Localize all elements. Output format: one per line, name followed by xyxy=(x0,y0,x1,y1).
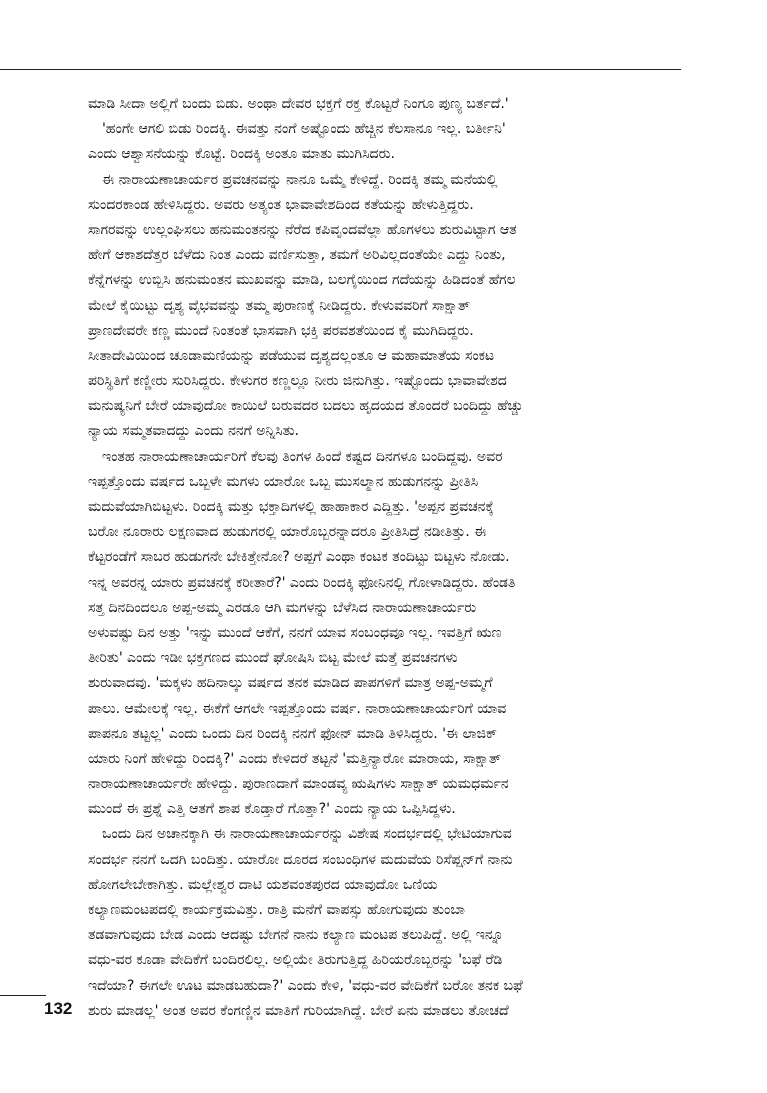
text-line: ಹೇಗೆ ಆಕಾಶದೆತ್ತರ ಬೆಳೆದು ನಿಂತ ಎಂದು ವರ್ಣಿಸುತ್ತಾ, ತಮಗೆ ಅರಿವಿಲ್ಲದಂತೆಯೇ ಎದ್ದು ನಿಂತು, xyxy=(88,247,506,264)
text-line: ಬರೋ ನೂರಾರು ಲಕ್ಷಣವಾದ ಹುಡುಗರಲ್ಲಿ ಯಾರೊಬ್ಬರನ್ನಾದರೂ ಪ್ರೀತಿಸಿದ್ರೆ ನಡೀತಿತ್ತು. ಈ xyxy=(88,524,487,541)
text-line: ಸೀತಾದೇವಿಯಿಂದ ಚೂಡಾಮಣಿಯನ್ನು ಪಡೆಯುವ ದೃಶ್ಯದಲ್ಲಂತೂ ಆ ಮಹಾಮಾತೆಯ ಸಂಕಟ xyxy=(88,347,495,364)
text-line: 'ಹಂಗೇ ಆಗಲಿ ಬಿಡು ರಿಂದಕ್ಕಿ. ಈವತ್ತು ನಂಗೆ ಅಷ್ಟೊಂದು ಹೆಚ್ಚಿನ ಕೆಲಸಾನೂ ಇಲ್ಲ. ಬರ್ತೀನಿ' xyxy=(102,121,506,138)
text-line: ಇದೆಯಾ? ಈಗಲೇ ಊಟ ಮಾಡಬಹುದಾ?' ಎಂದು ಕೇಳಿ, 'ವಧು-ವರ ವೇದಿಕೆಗೆ ಬರೋ ತನಕ ಬಫೆ xyxy=(88,977,523,994)
top-rule xyxy=(0,69,681,70)
text-line: ಸಂದರ್ಭ ನನಗೆ ಒದಗಿ ಬಂದಿತ್ತು. ಯಾರೋ ದೂರದ ಸಂಬಂಧಿಗಳ ಮದುವೆಯ ರಿಸೆಪ್ಷನ್‌ಗೆ ನಾನು xyxy=(88,851,513,868)
text-line: ಒಂದು ದಿನ ಅಚಾನಕ್ಕಾಗಿ ಈ ನಾರಾಯಣಾಚಾರ್ಯರನ್ನು ವಿಶೇಷ ಸಂದರ್ಭದಲ್ಲಿ ಭೇಟಿಯಾಗುವ xyxy=(102,826,512,843)
text-line: ಎಂದು ಆಶ್ವಾಸನೆಯನ್ನು ಕೊಟ್ಟೆ. ರಿಂದಕ್ಕಿ ಅಂತೂ ಮಾತು ಮುಗಿಸಿದರು. xyxy=(88,146,395,163)
text-line: ಕೆನ್ನೆಗಳನ್ನು ಉಬ್ಬಿಸಿ ಹನುಮಂತನ ಮುಖವನ್ನು ಮಾಡಿ, ಬಲಗೈಯಿಂದ ಗದೆಯನ್ನು ಹಿಡಿದಂತೆ ಹೆಗಲ xyxy=(88,272,516,289)
text-line: ಹೋಗಲೇಬೇಕಾಗಿತ್ತು. ಮಲ್ಲೇಶ್ವರ ದಾಟಿ ಯಶವಂತಪುರದ ಯಾವುದೋ ಒಣಿಯ xyxy=(88,876,438,893)
text-line: ಪ್ರಾಣದೇವರೇ ಕಣ್ಣ ಮುಂದೆ ನಿಂತಂತೆ ಭಾಸವಾಗಿ ಭಕ್ತಿ ಪರವಶತೆಯಿಂದ ಕೈ ಮುಗಿದಿದ್ದರು. xyxy=(88,322,474,339)
text-line: ಇಂತಹ ನಾರಾಯಣಾಚಾರ್ಯರಿಗೆ ಕೆಲವು ತಿಂಗಳ ಹಿಂದೆ ಕಷ್ಟದ ದಿನಗಳೂ ಬಂದಿದ್ದವು. ಅವರ xyxy=(102,448,503,465)
text-line: ಸುಂದರಕಾಂಡ ಹೇಳಿಸಿದ್ದರು. ಅವರು ಅತ್ಯಂತ ಭಾವಾವೇಶದಿಂದ ಕತೆಯನ್ನು ಹೇಳುತ್ತಿದ್ದರು. xyxy=(88,196,474,213)
text-line: ಇನ್ನ ಅವರನ್ನ ಯಾರು ಪ್ರವಚನಕ್ಕೆ ಕರೀತಾರೆ?' ಎಂದು ರಿಂದಕ್ಕಿ ಫೋನಿನಲ್ಲಿ ಗೋಳಾಡಿದ್ದರು. ಹೆಂಡತಿ xyxy=(88,574,516,591)
text-line: ವಧು-ವರ ಕೂಡಾ ವೇದಿಕೆಗೆ ಬಂದಿರಲಿಲ್ಲ. ಅಲ್ಲಿಯೇ ತಿರುಗುತ್ತಿದ್ದ ಹಿರಿಯರೊಬ್ಬರನ್ನು 'ಬಫೆ ರೆಡಿ xyxy=(88,952,503,969)
text-line: ಕೆಟ್ಟರಂಡೆಗೆ ಸಾಬರ ಹುಡುಗನೇ ಬೇಕಿತ್ತೇನೋ? ಅಪ್ಪಗೆ ಎಂಥಾ ಕಂಟಕ ತಂದಿಟ್ಟು ಬಿಟ್ಟಳು ನೋಡು. xyxy=(88,549,510,566)
text-line: ಇಪ್ಪತ್ತೊಂದು ವರ್ಷದ ಒಬ್ಬಳೇ ಮಗಳು ಯಾರೋ ಒಬ್ಬ ಮುಸಲ್ಮಾನ ಹುಡುಗನನ್ನು ಪ್ರೀತಿಸಿ xyxy=(88,473,479,490)
page-body-text xyxy=(88,92,678,1024)
text-line: ಪಾಲು. ಆಮೇಲಕ್ಕೆ ಇಲ್ಲ. ಈಕೆಗೆ ಆಗಲೇ ಇಪ್ಪತ್ತೊಂದು ವರ್ಷ. ನಾರಾಯಣಾಚಾರ್ಯರಿಗೆ ಯಾವ xyxy=(88,700,507,717)
text-line: ಶುರುವಾದವು. 'ಮಕ್ಕಳು ಹದಿನಾಲ್ಕು ವರ್ಷದ ತನಕ ಮಾಡಿದ ಪಾಪಗಳಿಗೆ ಮಾತ್ರ ಅಪ್ಪ-ಅಮ್ಮಗೆ xyxy=(88,675,493,692)
text-line: ಈ ನಾರಾಯಣಾಚಾರ್ಯರ ಪ್ರವಚನವನ್ನು ನಾನೂ ಒಮ್ಮೆ ಕೇಳಿದ್ದೆ. ರಿಂದಕ್ಕಿ ತಮ್ಮ ಮನೆಯಲ್ಲಿ xyxy=(102,171,498,188)
text-line: ಮಾಡಿ ಸೀದಾ ಅಲ್ಲಿಗೆ ಬಂದು ಬಿಡು. ಅಂಥಾ ದೇವರ ಭಕ್ತಗೆ ರಕ್ತ ಕೊಟ್ಟರೆ ನಿಂಗೂ ಪುಣ್ಯ ಬರ್ತದೆ.' xyxy=(88,96,509,112)
text-line: ಪಾಪನೂ ತಟ್ಟಲ್ಲ' ಎಂದು ಒಂದು ದಿನ ರಿಂದಕ್ಕಿ ನನಗೆ ಫೋನ್ ಮಾಡಿ ತಿಳಿಸಿದ್ದರು. 'ಈ ಲಾಜಿಕ್ xyxy=(88,725,497,742)
text-line: ಸಾಗರವನ್ನು ಉಲ್ಲಂಘಿಸಲು ಹನುಮಂತನನ್ನು ನೆರೆದ ಕಪಿವೃಂದವೆಲ್ಲಾ ಹೊಗಳಲು ಶುರುವಿಟ್ಟಾಗ ಆತ xyxy=(88,221,517,238)
page-number-rule xyxy=(0,995,46,996)
text-line: ಮನುಷ್ಯನಿಗೆ ಬೇರೆ ಯಾವುದೋ ಕಾಯಿಲೆ ಬರುವದರ ಬದಲು ಹೃದಯದ ತೊಂದರೆ ಬಂದಿದ್ದು ಹೆಚ್ಚು xyxy=(88,398,524,415)
text-line: ಕಲ್ಯಾಣಮಂಟಪದಲ್ಲಿ ಕಾರ್ಯಕ್ರಮವಿತ್ತು. ರಾತ್ರಿ ಮನೆಗೆ ವಾಪಸ್ಸು ಹೋಗುವುದು ತುಂಬಾ xyxy=(88,902,465,918)
text-line: ಅಳುವಷ್ಟು ದಿನ ಅತ್ತು 'ಇನ್ನು ಮುಂದೆ ಆಕೆಗೆ, ನನಗೆ ಯಾವ ಸಂಬಂಧವೂ ಇಲ್ಲ. ಇವತ್ತಿಗೆ ಋಣ xyxy=(88,624,502,641)
text-line: ಮೇಲೆ ಕೈಯಿಟ್ಟು ದೃಶ್ಯ ವೈಭವವನ್ನು ತಮ್ಮ ಪುರಾಣಕ್ಕೆ ನೀಡಿದ್ದರು. ಕೇಳುವವರಿಗೆ ಸಾಕ್ಷಾತ್ xyxy=(88,297,470,314)
text-line: ಯಾರು ನಿಂಗೆ ಹೇಳಿದ್ದು ರಿಂದಕ್ಕಿ?' ಎಂದು ಕೇಳಿದರೆ ತಟ್ಟನೆ 'ಮತ್ತಿನ್ಯಾರೋ ಮಾರಾಯ, ಸಾಕ್ಷಾತ್ xyxy=(88,750,502,767)
text-line: ಶುರು ಮಾಡಲ್ಲ' ಅಂತ ಅವರ ಕೆಂಗಣ್ಣಿನ ಮಾತಿಗೆ ಗುರಿಯಾಗಿದ್ದೆ. ಬೇರೆ ಏನು ಮಾಡಲು ತೋಚದೆ xyxy=(88,1002,509,1019)
text-line: ನಾರಾಯಣಾಚಾರ್ಯರೇ ಹೇಳಿದ್ದು. ಪುರಾಣದಾಗೆ ಮಾಂಡವ್ಯ ಋಷಿಗಳು ಸಾಕ್ಷಾತ್ ಯಮಧರ್ಮನ xyxy=(88,776,509,793)
text-line: ಮುಂದೆ ಈ ಪ್ರಶ್ನೆ ಎತ್ತಿ ಆತಗೆ ಶಾಪ ಕೊಡ್ತಾರೆ ಗೊತ್ತಾ?' ಎಂದು ನ್ಯಾಯ ಒಪ್ಪಿಸಿದ್ದಳು. xyxy=(88,801,456,818)
text-line: ಸತ್ತ ದಿನದಿಂದಲೂ ಅಪ್ಪ-ಅಮ್ಮ ಎರಡೂ ಆಗಿ ಮಗಳನ್ನು ಬೆಳೆಸಿದ ನಾರಾಯಣಾಚಾರ್ಯರು xyxy=(88,599,477,616)
text-line: ನ್ಯಾಯ ಸಮ್ಮತವಾದದ್ದು ಎಂದು ನನಗೆ ಅನ್ನಿಸಿತು. xyxy=(88,423,299,440)
text-line: ಮದುವೆಯಾಗಿಬಿಟ್ಟಳು. ರಿಂದಕ್ಕಿ ಮತ್ತು ಭಕ್ತಾದಿಗಳಲ್ಲಿ ಹಾಹಾಕಾರ ಎದ್ದಿತ್ತು. 'ಅಪ್ಪನ ಪ್ರವಚನಕ್ಕೆ xyxy=(88,499,494,515)
text-line: ತಡವಾಗುವುದು ಬೇಡ ಎಂದು ಆದಷ್ಟು ಬೇಗನೆ ನಾನು ಕಲ್ಯಾಣ ಮಂಟಪ ತಲುಪಿದ್ದೆ. ಅಲ್ಲಿ ಇನ್ನೂ xyxy=(88,927,504,944)
page-number: 132 xyxy=(44,999,73,1018)
text-line: ಪರಿಸ್ಥಿತಿಗೆ ಕಣ್ಣೀರು ಸುರಿಸಿದ್ದರು. ಕೇಳುಗರ ಕಣ್ಣಲ್ಲೂ ನೀರು ಜಿನುಗಿತ್ತು. ಇಷ್ಟೊಂದು ಭಾವಾವೇಶದ xyxy=(88,373,507,390)
text-line: ತೀರಿತು' ಎಂದು ಇಡೀ ಭಕ್ತಗಣದ ಮುಂದೆ ಘೋಷಿಸಿ ಬಿಟ್ಟ ಮೇಲೆ ಮತ್ತೆ ಪ್ರವಚನಗಳು xyxy=(88,650,458,667)
